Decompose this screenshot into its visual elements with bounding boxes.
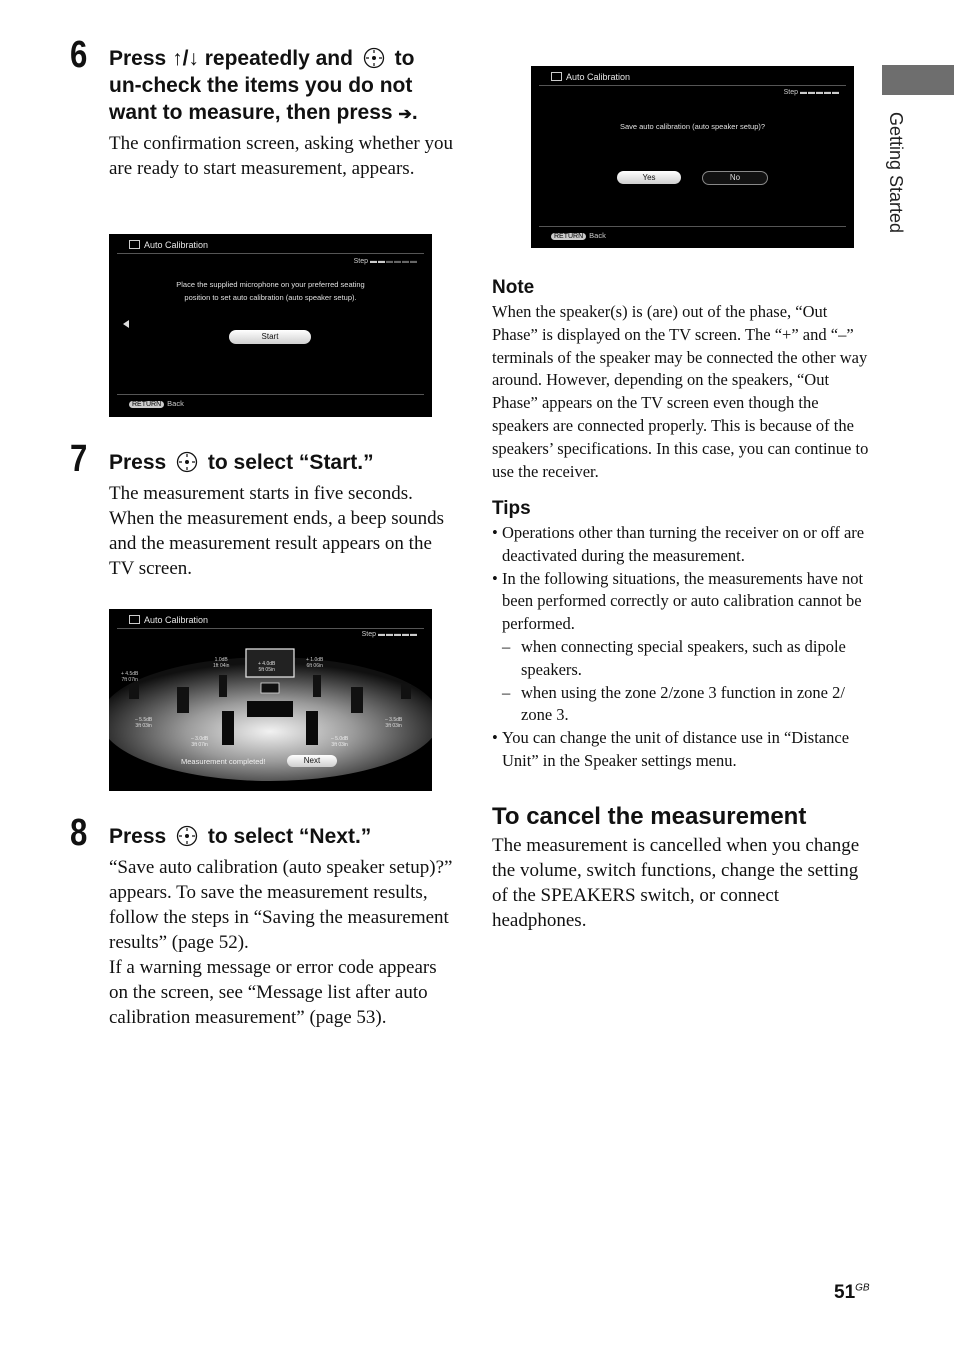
list-item: – when connecting special speakers, such as dipole speakers.: [492, 636, 876, 682]
speaker-value: – 3.5dB 3ft 03in: [385, 717, 403, 729]
page-number: $51^{GB}$: [834, 1282, 870, 1303]
enter-button-icon: [363, 47, 385, 69]
step7-heading: Press to select “Start.”: [109, 451, 374, 474]
step-indicator: Step ▬▬▬▬▬: [783, 89, 840, 96]
yes-button[interactable]: Yes: [617, 171, 681, 184]
list-item: • You can change the unit of distance use in “Distance Unit” in the Speaker settings menu.: [492, 727, 876, 773]
step6-heading: Press ↑/↓ repeatedly and to un-check the items you do not want to measure, then press ➔.: [109, 47, 418, 124]
back-hint: RETURN Back: [129, 399, 184, 408]
enter-button-icon: [176, 451, 198, 473]
step-indicator: Step ▬▬▬▬▬▬: [353, 258, 418, 265]
step-indicator: Step ▬▬▬▬▬: [361, 631, 418, 638]
list-item: • Operations other than turning the receiver on or off are deactivated during the measurement.: [492, 522, 876, 568]
screen-title: Auto Calibration: [129, 240, 208, 250]
next-button[interactable]: Next: [287, 755, 337, 767]
step-number: 6: [70, 34, 88, 76]
cancel-body: The measurement is cancelled when you change the volume, switch functions, change the setting of the SPEAKERS switch, or connect headphones.: [492, 835, 860, 931]
step6-body: The confirmation screen, asking whether you are ready to start measurement, appears.: [109, 133, 453, 179]
note-body: When the speaker(s) is (are) out of the phase, “Out Phase” is displayed on the TV screen. The “+” and “–” terminals of the speaker may be connected the other way around. However, depending on the speakers, “Out Phase” appears on the TV screen even though the speakers are connected properly. This is because of the speakers’ specifications. In this case, you can continue to use the receiver.: [492, 302, 869, 481]
save-question: Save auto calibration (auto speaker setup)?: [619, 122, 766, 131]
left-arrow-icon: [123, 320, 129, 328]
tv-screen-start: [109, 234, 432, 417]
tips-list: [492, 522, 876, 773]
speaker-value: – 5.0dB 3ft 03in: [331, 736, 349, 748]
section-tab-marker: [882, 65, 954, 95]
step-number: 8: [70, 812, 88, 854]
right-arrow-icon: ➔: [398, 106, 412, 123]
tv-screen-save: [531, 66, 854, 248]
speaker-value: – 3.0dB 3ft 07in: [191, 736, 209, 748]
start-button[interactable]: Start: [229, 330, 311, 344]
no-button[interactable]: No: [702, 171, 768, 185]
back-hint: RETURN Back: [551, 231, 606, 240]
step-number: 7: [70, 438, 88, 480]
measurement-status: Measurement completed!: [181, 757, 266, 766]
step7-body: The measurement starts in five seconds. When the measurement ends, a beep sounds and the measurement result appears on the TV screen.: [109, 483, 445, 579]
cancel-heading: To cancel the measurement: [492, 803, 807, 830]
calibration-icon: [551, 72, 562, 81]
list-item: – when using the zone 2/zone 3 function in zone 2/ zone 3.: [492, 682, 876, 728]
calibration-icon: [129, 240, 140, 249]
calibration-icon: [129, 615, 140, 624]
return-key-icon: RETURN: [129, 401, 164, 408]
sidebar-label: Getting Started: [886, 112, 906, 234]
speaker-value: + 4.5dB 7ft 07in: [121, 671, 139, 683]
up-down-arrows-icon: ↑/↓: [172, 47, 199, 70]
speaker-value: + 4.0dB 5ft 05in: [258, 661, 276, 673]
step8-body: “Save auto calibration (auto speaker setup)?” appears. To save the measurement results, follow the steps in “Saving the measurement results” (page 52). If a warning message or error code appears on the screen, see “Message list after auto calibration measurement” (page 53).: [109, 857, 453, 1028]
screen-title: Auto Calibration: [551, 72, 630, 82]
step8-heading: Press to select “Next.”: [109, 825, 372, 848]
tips-heading: Tips: [492, 498, 531, 519]
speaker-value: + 1.0dB 6ft 06in: [306, 657, 324, 669]
screen-title: Auto Calibration: [129, 615, 208, 625]
return-key-icon: RETURN: [551, 233, 586, 240]
speaker-value: – 5.5dB 3ft 03in: [135, 717, 153, 729]
list-item: • In the following situations, the measurements have not been performed correctly or auto calibration cannot be performed.: [492, 568, 876, 636]
note-heading: Note: [492, 277, 535, 298]
speaker-value: 1.0dB 1ft 04in: [213, 657, 230, 669]
enter-button-icon: [176, 825, 198, 847]
instruction-text: Place the supplied microphone on your preferred seating position to set auto calibration (auto speaker setup).: [176, 280, 365, 302]
tv-screen-results: [109, 609, 432, 791]
